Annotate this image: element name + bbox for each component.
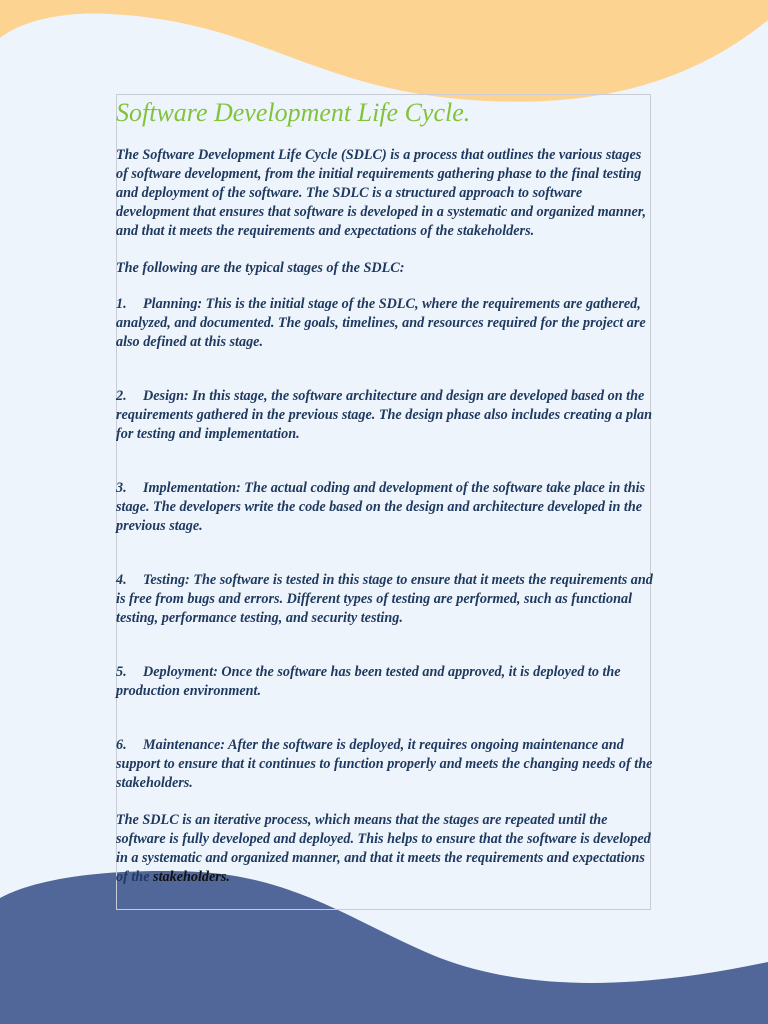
- stages-intro-paragraph: The following are the typical stages of the SDLC:: [116, 260, 405, 276]
- stage-item-planning: [116, 295, 656, 352]
- stage-text: Planning: This is the initial stage of the SDLC, where the requirements are gathered, analyzed, and documented. The goals, timelines, and resources required for the project are also defined at this stage.: [116, 296, 646, 350]
- intro-paragraph: The Software Development Life Cycle (SDLC) is a process that outlines the various stages of software development, from the initial requirements gathering phase to the final testing and deployment of the software. The SDLC is a structured approach to software development that ensures that software is developed in a systematic and organized manner, and that it meets the requirements and expectations of the stakeholders.: [116, 147, 647, 239]
- stage-number: 3.: [116, 480, 127, 496]
- stage-item-maintenance: [116, 736, 656, 793]
- document-body: [116, 96, 656, 887]
- stage-number: 4.: [116, 572, 127, 588]
- stage-item-testing: [116, 571, 656, 628]
- stage-item-deployment: [116, 663, 656, 701]
- conclusion-text: The SDLC is an iterative process, which means that the stages are repeated until the software is fully developed and deployed. This helps to ensure that the software is developed in a systematic and organized manner, and that it meets the requirements and expectations of the: [116, 812, 651, 885]
- stage-text: Testing: The software is tested in this stage to ensure that it meets the requirements and is free from bugs and errors. Different types of testing are performed, such as functional testing, performance testing, and security testing.: [116, 572, 653, 626]
- document-title: Software Development Life Cycle.: [116, 98, 471, 127]
- stage-text: Design: In this stage, the software architecture and design are developed based on the requirements gathered in the previous stage. The design phase also includes creating a plan for testing and implementation.: [116, 388, 653, 442]
- stage-number: 5.: [116, 664, 127, 680]
- stage-number: 1.: [116, 296, 127, 312]
- conclusion-end-text: stakeholders.: [153, 869, 230, 885]
- stage-text: Implementation: The actual coding and development of the software take place in this stage. The developers write the code based on the design and architecture developed in the previous stage.: [116, 480, 646, 534]
- stage-item-design: [116, 387, 656, 444]
- stage-item-implementation: [116, 479, 656, 536]
- stage-text: Deployment: Once the software has been tested and approved, it is deployed to the production environment.: [116, 664, 621, 699]
- stage-text: Maintenance: After the software is deployed, it requires ongoing maintenance and support to ensure that it continues to function properly and meets the changing needs of the stakeholders.: [116, 737, 653, 791]
- top-wave-shape: [0, 0, 768, 102]
- stage-number: 6.: [116, 737, 127, 753]
- stage-number: 2.: [116, 388, 127, 404]
- conclusion-paragraph: [116, 811, 656, 887]
